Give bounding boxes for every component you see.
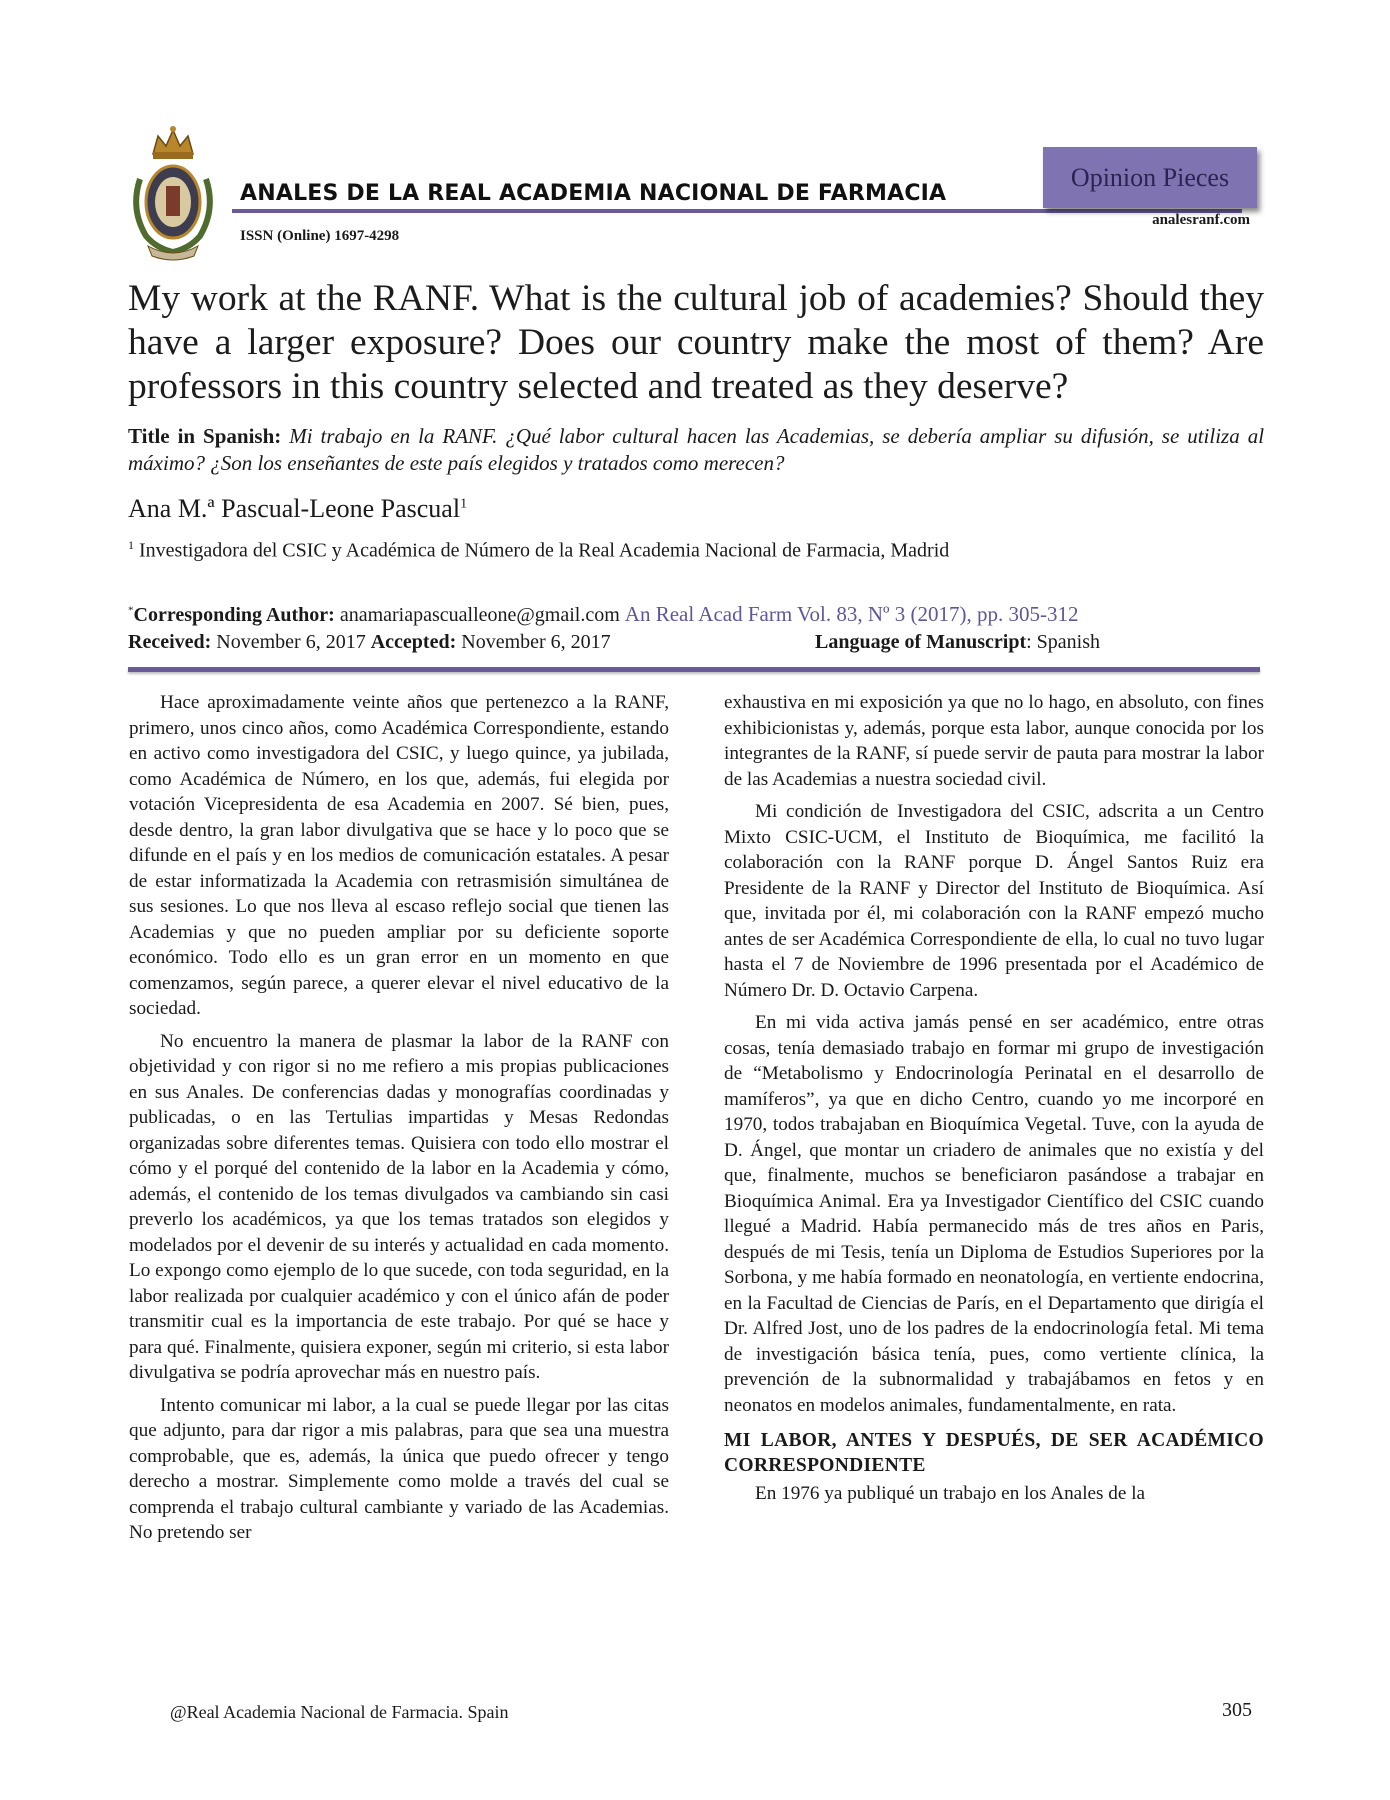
title-spanish-text: Mi trabajo en la RANF. ¿Qué labor cultural hacen las Academias, se debería ampliar su difusión, se utiliza al máximo? ¿Son los enseñantes de este país elegidos y tratados como merecen?: [128, 424, 1265, 475]
citation: An Real Acad Farm Vol. 83, Nº 3 (2017), pp. 305-312: [624, 602, 1079, 626]
corr-marker: *: [128, 604, 134, 617]
paragraph: En 1976 ya publiqué un trabajo en los Anales de la: [755, 1483, 1146, 1504]
title-spanish-label: Title in Spanish:: [128, 424, 282, 448]
paragraph: En mi vida activa jamás pensé en ser académico, entre otras cosas, tenía demasiado trabajo en formar mi grupo de investigación de “Metabolismo y Endocrinología Perinatal en el desarrollo de mamíferos”, ya que en dicho Centro, cuando yo me incorporé en 1970, todos trabajaban en Bioquímica Vegetal. Tuve, con la ayuda de D. Ángel, que montar un criadero de animales que no existía y del que, finalmente, muchos se beneficiaron pasándose a trabajar en Bioquímica Animal. Era ya Investigador Científico del CSIC cuando llegué a Madrid. Había permanecido más de tres años en Paris, después de mi Tesis, tenía un Diploma de Estudios Superiores por la Sorbona, y me había formado en neonatología, en vertiente endocrina, en la Facultad de Ciencias de París, en el Departamento que dirigía el Dr. Alfred Jost, uno de los padres de la endocrinología fetal. Mi tema de investigación básica tenía, pues, como vertiente clínica, la prevención de la subnormalidad y trabajábamos en fetos y en neonatos en modelos animales, fundamentalmente, en rata.: [724, 1012, 1264, 1416]
paragraph: No encuentro la manera de plasmar la labor de la RANF con objetividad y con rigor si no me refiero a mis propias publicaciones en sus Anales. De conferencias dadas y monografías coordinadas y publicadas, o en las Tertulias impartidas y Mesas Redondas organizadas sobre diferentes temas. Quisiera con todo ello mostrar el cómo y el porqué del contenido de la labor en la Academia y cómo, además, el contenido de los temas divulgados va cambiando sin casi preverlo los académicos, ya que los temas tratados son elegidos y modelados por el devenir de su interés y actualidad en cada momento. Lo expongo como ejemplo de lo que sucede, con toda seguridad, en la labor realizada por cualquier académico y con el único afán de poder transmitir cual es la importancia de este trabajo. Por qué se hace y para qué. Finalmente, quisiera exponer, según mi criterio, si esta labor divulgativa se podría aprovechar más en nuestro país.: [129, 1030, 669, 1383]
author-name: [128, 494, 467, 524]
body-column-right: [724, 690, 1264, 1514]
footer-copyright: @Real Academia Nacional de Farmacia. Spain: [170, 1702, 509, 1722]
article-title: My work at the RANF. What is the cultural job of academies? Should they have a larger exposure? Does our country make the most of them? Are professors in this country selected and treated as they deserve?: [128, 278, 1264, 407]
website-link[interactable]: analesranf.com: [1152, 212, 1250, 228]
paragraph: Mi condición de Investigadora del CSIC, adscrita a un Centro Mixto CSIC-UCM, el Instituto de Bioquímica, me facilitó la colaboración con la RANF porque D. Ángel Santos Ruiz era Presidente de la RANF y Director del Instituto de Bioquímica. Así que, invitada por él, mi colaboración con la RANF empezó mucho antes de ser Académica Correspondiente de ella, lo cual no tuvo lugar hasta el 7 de Noviembre de 1996 presentada por el Académico de Número Dr. D. Octavio Carpena.: [724, 801, 1264, 1001]
body-column-left: [129, 690, 669, 1553]
paragraph: Intento comunicar mi labor, a la cual se puede llegar por las citas que adjunto, para dar rigor a mis palabras, para que sea una muestra comprobable, que es, además, la única que puedo ofrecer y tengo derecho a mostrar. Simplemente como molde a través del cual se comprenda el trabajo cultural cambiante y variado de las Academias. No pretendo ser: [129, 1394, 669, 1543]
academy-crest-icon: [128, 124, 218, 264]
paragraph: Hace aproximadamente veinte años que pertenezco a la RANF, primero, unos cinco años, como Académica Correspondiente, estando en activo como investigadora del CSIC, y luego quince, ya jubilada, como Académica de Número, en los que, además, fui elegida por votación Vicepresidenta de esa Academia en 2007. Sé bien, pues, desde dentro, la gran labor divulgativa que se hace y lo poco que se difunde en el país y en los medios de comunicación estatales. A pesar de estar informatizada la Academia con retrasmisión simultánea de sus sesiones. Lo que nos lleva al escaso reflejo social que tienen las Academias y que no pueden ampliar por su deficiente soporte económico. Todo ello es un gran error en un momento en que comenzamos, según parece, a querer elevar el nivel educativo de la sociedad.: [129, 692, 669, 1019]
corr-label: Corresponding Author:: [133, 604, 335, 626]
affiliation-text: Investigadora del CSIC y Académica de Número de la Real Academia Nacional de Farmacia, Madrid: [139, 539, 950, 562]
section-heading: MI LABOR, ANTES Y DESPUÉS, DE SER ACADÉMICO CORRESPONDIENTE: [724, 1430, 1264, 1476]
header-divider: [232, 209, 1242, 213]
language-label: Language of Manuscript: [815, 631, 1027, 653]
title-spanish: [128, 423, 1264, 477]
accepted-label: Accepted:: [370, 631, 457, 653]
affiliation-marker: 1: [128, 538, 134, 552]
corresponding-author: [128, 602, 1079, 627]
dates: [128, 631, 611, 654]
received-label: Received:: [128, 631, 212, 653]
title-divider: [128, 667, 1260, 672]
manuscript-language: [815, 631, 1100, 654]
language-value: : Spanish: [1026, 631, 1101, 653]
accepted-date: November 6, 2017: [461, 631, 611, 653]
section-tab: Opinion Pieces: [1043, 147, 1257, 208]
author-affiliation-marker: 1: [460, 496, 468, 512]
author-name-text: Ana M.ª Pascual-Leone Pascual: [128, 494, 461, 523]
received-date: November 6, 2017: [216, 631, 366, 653]
corr-email[interactable]: anamariapascualleone@gmail.com: [339, 604, 620, 626]
affiliation: [128, 538, 949, 563]
paragraph-continuation: exhaustiva en mi exposición ya que no lo hago, en absoluto, con fines exhibicionistas y, además, porque esta labor, aunque conocida por los integrantes de la RANF, sí puede servir de pauta para mostrar la labor de las Academias a nuestra sociedad civil.: [724, 692, 1264, 790]
journal-name: ANALES DE LA REAL ACADEMIA NACIONAL DE FARMACIA: [240, 181, 947, 206]
page-number: 305: [1222, 1699, 1252, 1721]
issn-label: ISSN (Online) 1697-4298: [240, 228, 400, 244]
